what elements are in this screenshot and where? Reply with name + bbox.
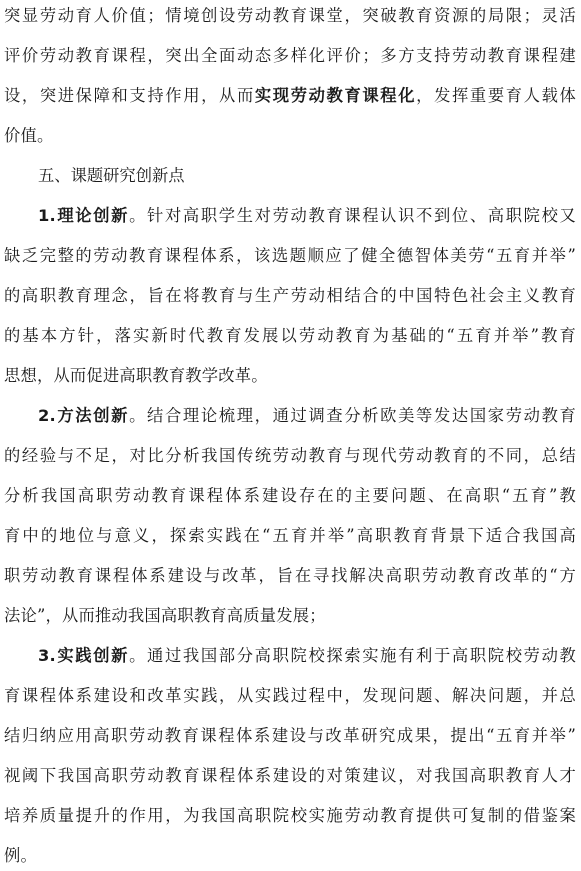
practice-label: 3.实践创新 [38, 646, 130, 665]
method-line-5: 职劳动教育课程体系建设与改革，旨在寻找解决高职劳动教育改革的“方 [4, 566, 576, 585]
method-line-6: 法论”，从而推动我国高职教育高质量发展； [4, 606, 326, 625]
practice-first-rest: 通过我国部分高职院校探索实施有利于高职院校劳动教 [147, 646, 576, 665]
method-line-3: 分析我国高职劳动教育课程体系建设存在的主要问题、在高职“五育”教 [4, 486, 576, 505]
method-first-line [38, 406, 576, 426]
practice-line-3: 结归纳应用高职劳动教育课程体系建设与改革研究成果，提出“五育并举” [4, 726, 576, 745]
intro-emphasis: 实现劳动教育课程化 [254, 86, 417, 105]
intro-line-4: 价值。 [4, 126, 54, 145]
practice-line-4: 视阈下我国高职劳动教育课程体系建设的对策建议，对我国高职教育人才 [4, 766, 576, 785]
theory-label-punct: 。 [129, 206, 148, 225]
practice-line-2: 育课程体系建设和改革实践，从实践过程中，发现问题、解决问题，并总 [4, 686, 576, 705]
practice-line-5: 培养质量提升的作用，为我国高职院校实施劳动教育提供可复制的借鉴案 [4, 806, 576, 825]
theory-line-2: 缺乏完整的劳动教育课程体系，该选题顺应了健全德智体美劳“五育并举” [4, 246, 576, 265]
practice-first-line [38, 646, 576, 666]
method-first-rest: 结合理论梳理，通过调查分析欧美等发达国家劳动教育 [147, 406, 576, 425]
intro-line-2: 评价劳动教育课程，突出全面动态多样化评价；多方支持劳动教育课程建 [4, 46, 576, 65]
method-line-4: 育中的地位与意义，探索实践在“五育并举”高职教育背景下适合我国高 [4, 526, 576, 545]
intro-line-3-pre: 设，突进保障和支持作用，从而 [4, 86, 255, 105]
section-heading: 五、课题研究创新点 [38, 166, 185, 185]
practice-line-6: 例。 [4, 846, 37, 865]
intro-line-1: 突显劳动育人价值；情境创设劳动教育课堂，突破教育资源的局限；灵活 [4, 6, 576, 25]
method-label-punct: 。 [129, 406, 148, 425]
intro-line-3 [4, 86, 576, 106]
theory-first-line [38, 206, 576, 226]
theory-first-rest: 针对高职学生对劳动教育课程认识不到位、高职院校又 [147, 206, 576, 225]
method-label: 2.方法创新 [38, 406, 130, 425]
intro-line-3-post: ，发挥重要育人载体 [416, 86, 576, 105]
theory-line-4: 的基本方针，落实新时代教育发展以劳动教育为基础的“五育并举”教育 [4, 326, 576, 345]
theory-line-5: 思想，从而促进高职教育教学改革。 [4, 366, 268, 385]
theory-label: 1.理论创新 [38, 206, 130, 225]
theory-line-3: 的高职教育理念，旨在将教育与生产劳动相结合的中国特色社会主义教育 [4, 286, 576, 305]
method-line-2: 的经验与不足，对比分析我国传统劳动教育与现代劳动教育的不同，总结 [4, 446, 576, 465]
practice-label-punct: 。 [129, 646, 148, 665]
